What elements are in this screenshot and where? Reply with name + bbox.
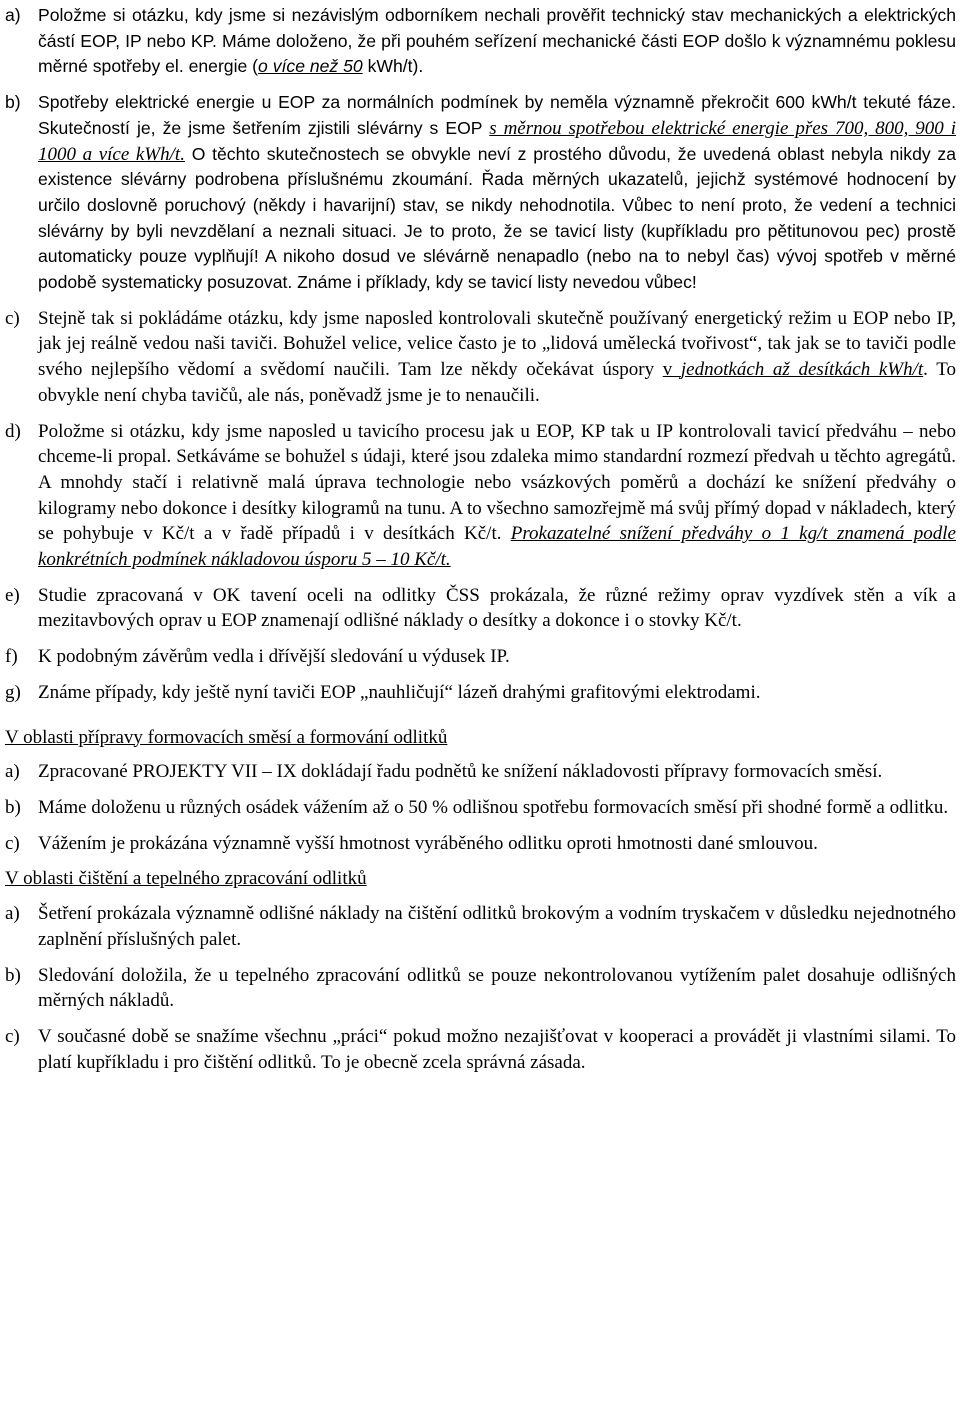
- text-run: kWh/t).: [362, 56, 424, 77]
- paragraph-a: [5, 3, 956, 80]
- section2-item-c: [5, 831, 956, 857]
- paragraph-text: Vážením je prokázána významně vyšší hmotnost vyráběného odlitku oproti hmotnosti dané smlouvou.: [38, 832, 818, 854]
- text-run: O těchto skutečnostech se obvykle neví z prostého důvodu, že uvedená oblast nebyla nikdy za existence slévárny podrobena příslušnému zkoumání. Řada měrných ukazatelů, jejichž systémové hodnocení by určilo doslovně poruchový (někdy i havarijní) stav, se nikdy nehodnotila. Vůbec to není proto, že vedení a technici slévárny by byli nevzdělaní a neznali situaci. Je to proto, že se tavicí listy (kupříkladu pro pětitunovou pec) prostě automaticky pouze vyplňují! A nikoho dosud ve slévárně nenapadlo (nebo na to nebyl čas) vývoj spotřeb v měrné podobě systematicky posuzovat. Známe i příklady, kdy se tavicí listy nevedou vůbec!: [38, 143, 956, 293]
- section2-item-a: [5, 759, 956, 785]
- paragraph-text: [38, 3, 956, 80]
- list-marker: c): [5, 307, 20, 329]
- list-marker: f): [5, 646, 18, 668]
- list-marker: c): [5, 832, 20, 854]
- paragraph-d: [5, 419, 956, 573]
- text-run: Stejně tak si pokládáme otázku, kdy jsme naposled kontrolovali skutečně používaný energetický režim u EOP nebo IP, jak jej reálně vedou naši taviči. Bohužel velice, velice často je to „lidová umělecká tvořivost“, tak jak se to taviči podle svého nejlepšího vědomí a svědomí naučili. Tam lze někdy očekávat úspory: [38, 307, 956, 381]
- paragraph-text: Studie zpracovaná v OK tavení oceli na odlitky ČSS prokázala, že různé režimy oprav vyzdívek stěn a vík a mezitavbových oprav u EOP znamenají odlišné náklady o desítky a dokonce i o stovky Kč/t.: [38, 584, 956, 632]
- paragraph-f: [5, 644, 956, 670]
- emphasis-text: Prokazatelné snížení předváhy o 1 kg/t znamená podle konkrétních podmínek nákladovou úsporu 5 – 10 Kč/t.: [38, 523, 956, 571]
- emphasis-text: v: [662, 359, 681, 381]
- list-marker: c): [5, 1025, 20, 1047]
- list-marker: a): [5, 5, 21, 25]
- paragraph-text: [38, 90, 956, 296]
- section-heading: V oblasti čištění a tepelného zpracování odlitků: [5, 868, 367, 890]
- list-marker: a): [5, 761, 20, 783]
- section2-item-b: [5, 795, 956, 821]
- section-heading: V oblasti přípravy formovacích směsí a formování odlitků: [5, 726, 448, 748]
- paragraph-text: Máme doloženu u různých osádek vážením až o 50 % odlišnou spotřebu formovacích směsí při shodné formě a odlitku.: [38, 796, 949, 818]
- emphasis-text: jednotkách až desítkách kWh/t: [680, 359, 924, 381]
- section3-item-c: [5, 1024, 956, 1075]
- paragraph-c: [5, 306, 956, 409]
- paragraph-text: Šetření prokázala významně odlišné náklady na čištění odlitků brokovým a vodním tryskačem v důsledku nejednotného zaplnění příslušných palet.: [38, 903, 956, 950]
- paragraph-text: Sledování doložila, že u tepelného zpracování odlitků se pouze nekontrolovanou vytížením palet dosahuje odlišných měrných nákladů.: [38, 964, 956, 1012]
- paragraph-text: K podobným závěrům vedla i dřívější sledování u výdusek IP.: [38, 646, 510, 668]
- text-run: Položme si otázku, kdy jsme naposled u tavicího procesu jak u EOP, KP tak u IP kontrolovali tavicí předváhu – nebo chceme-li propal. Setkáváme se bohužel s údaji, které jsou zdaleka mimo standardní rozmezí předvah u těchto agregátů. A mnohdy stačí i relativně malá úprava technologie nebo vsázkových poměrů a dochází ke snížení předváhy o kilogramy nebo dokonce i desítky kilogramů na tunu. A to všechno samozřejmě má svůj přímý dopad v nákladech, který se pohybuje v Kč/t a v řadě případů i v desítkách Kč/t.: [38, 420, 956, 545]
- paragraph-text: Zpracované PROJEKTY VII – IX dokládají řadu podnětů ke snížení nákladovosti přípravy formovacích směsí.: [38, 761, 883, 783]
- paragraph-text: V současné době se snažíme všechnu „práci“ pokud možno nezajišťovat v kooperaci a provádět ji vlastními silami. To platí kupříkladu i pro čištění odlitků. To je obecně zcela správná zásada.: [38, 1025, 956, 1073]
- list-marker: b): [5, 964, 21, 986]
- paragraph-e: [5, 583, 956, 634]
- list-marker: b): [5, 796, 21, 818]
- paragraph-g: [5, 680, 956, 706]
- emphasis-text: s měrnou spotřebou elektrické energie přes 700, 800, 900 i 1000 a více kWh/t.: [38, 117, 956, 165]
- section3-item-a: [5, 901, 956, 952]
- text-run: . To obvykle není chyba tavičů, ale nás, poněvadž jsme je to nenaučili.: [38, 359, 957, 406]
- paragraph-text: [38, 306, 956, 409]
- text-run: Položme si otázku, kdy jsme si nezávislým odborníkem nechali prověřit technický stav mechanických a elektrických částí EOP, IP nebo KP. Máme doloženo, že při pouhém seřízení mechanické části EOP došlo k významnému poklesu měrné spotřeby el. energie (: [38, 5, 956, 77]
- paragraph-text: Známe případy, kdy ještě nyní taviči EOP „nauhličují“ lázeň drahými grafitovými elektrodami.: [38, 681, 761, 703]
- list-marker: b): [5, 92, 21, 113]
- paragraph-text: [38, 419, 956, 573]
- text-run: Spotřeby elektrické energie u EOP za normálních podmínek by neměla významně překročit 600 kWh/t tekuté fáze. Skutečností je, že jsme šetřením zjistili slévárny s EOP: [38, 92, 956, 138]
- list-marker: g): [5, 681, 21, 703]
- paragraph-b: [5, 90, 956, 296]
- list-marker: e): [5, 584, 20, 606]
- list-marker: d): [5, 420, 21, 442]
- emphasis-text: o více než 50: [258, 56, 363, 77]
- list-marker: a): [5, 903, 20, 925]
- section3-item-b: [5, 963, 956, 1014]
